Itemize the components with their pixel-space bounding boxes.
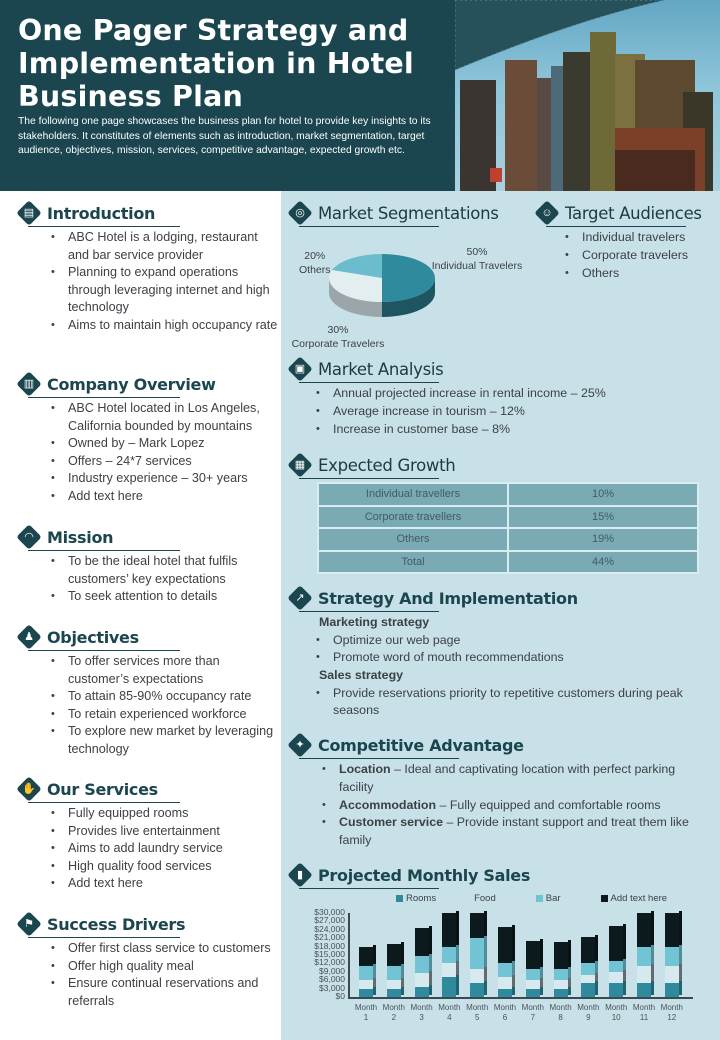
table-cell-value: 44% (508, 551, 698, 574)
section-title: Success Drivers (47, 914, 186, 934)
bar-segment-food (498, 977, 512, 988)
bar-segment-bar (359, 966, 373, 980)
projected-sales-section (287, 863, 717, 887)
bar-segment-rooms (526, 989, 540, 997)
bar-segment-bar (442, 947, 456, 964)
bar-segment-food (609, 972, 623, 983)
presentation-icon: ▤ (16, 200, 42, 226)
bar-segment-add-text-here (387, 944, 401, 966)
target-audiences-section (534, 201, 720, 282)
bar-chart-icon: ▮ (287, 862, 313, 888)
list-item: • Others (562, 265, 720, 283)
bar-segment-rooms (498, 989, 512, 997)
bar-segment-rooms (470, 983, 484, 997)
market-segmentation-pie-chart (287, 241, 537, 356)
section-title: Company Overview (47, 374, 216, 394)
right-column (281, 191, 720, 1040)
list-item: • Planning to expand operations through leveraging internet and high technology (48, 264, 281, 317)
list-item: • Corporate travelers (562, 247, 720, 265)
list-item: • Add text here (48, 488, 281, 506)
market-analysis-section (287, 357, 717, 438)
bar-segment-bar (387, 966, 401, 980)
bar-segment-add-text-here (637, 913, 651, 947)
bar-segment-food (554, 980, 568, 988)
company-overview-section (16, 372, 281, 506)
list-item: • Offer first class service to customers (48, 940, 281, 958)
section-title: Target Audiences (565, 203, 702, 223)
y-tick-label: $24,000 (314, 923, 345, 934)
bar-segment-food (581, 975, 595, 983)
bar-segment-add-text-here (581, 937, 595, 964)
mountain-target-icon: ◠ (16, 524, 42, 550)
y-tick-label: $9,000 (319, 965, 345, 976)
section-title: Introduction (47, 203, 156, 223)
y-tick-label: $30,000 (314, 907, 345, 917)
bar-segment-add-text-here (470, 913, 484, 938)
y-tick-label: $6,000 (319, 974, 345, 985)
bar-segment-food (387, 980, 401, 988)
bar-segment-add-text-here (498, 927, 512, 963)
bar-segment-add-text-here (609, 926, 623, 961)
list-item: • Provides live entertainment (48, 823, 281, 841)
pie-label-others: 20% Others (299, 250, 331, 276)
y-tick-label: $12,000 (314, 957, 345, 968)
bar-segment-add-text-here (359, 947, 373, 967)
y-tick-label: $15,000 (314, 949, 345, 959)
bar-segment-food (359, 980, 373, 988)
chart-growth-icon: ↗ (287, 585, 313, 611)
section-title: Objectives (47, 627, 139, 647)
list-item: • Customer service – Provide instant support and treat them like family (319, 814, 699, 850)
bar-segment-rooms (442, 977, 456, 997)
projected-monthly-sales-chart (281, 891, 720, 1040)
strategy-section (287, 586, 717, 720)
bar-segment-add-text-here (526, 941, 540, 969)
list-item: • Promote word of mouth recommendations (313, 649, 717, 667)
expected-growth-table (317, 482, 699, 574)
bar-segment-rooms (665, 983, 679, 997)
bar-segment-food (637, 966, 651, 983)
marketing-strategy-label: Marketing strategy (319, 615, 430, 629)
list-item: • Owned by – Mark Lopez (48, 435, 281, 453)
handshake-icon: ✦ (287, 732, 313, 758)
legend-item-add-text: Add text here (601, 893, 668, 904)
person-goal-icon: ♟ (16, 624, 42, 650)
bar-segment-rooms (387, 989, 401, 997)
bar-segment-bar (526, 969, 540, 980)
table-row (318, 528, 698, 551)
bar-segment-rooms (637, 983, 651, 997)
introduction-section (16, 201, 281, 335)
bar-segment-bar (609, 961, 623, 972)
group-icon: ☺ (534, 200, 560, 226)
list-item: • Fully equipped rooms (48, 805, 281, 823)
table-cell-label: Individual travellers (318, 483, 508, 506)
bar-segment-food (415, 973, 429, 987)
document-search-icon: ▥ (16, 371, 42, 397)
x-tick-label: Month 10 (605, 1003, 628, 1022)
bar-segment-bar (637, 947, 651, 967)
left-column (0, 191, 281, 1040)
list-item: • Average increase in tourism – 12% (313, 403, 717, 421)
y-tick-label: $27,000 (314, 915, 345, 926)
x-tick-label: Month 2 (382, 1003, 405, 1022)
bar-segment-add-text-here (665, 913, 679, 947)
x-tick-label: Month 3 (410, 1003, 433, 1022)
bar-segment-bar (470, 938, 484, 969)
bar-segment-bar (581, 963, 595, 974)
list-item: • Accommodation – Fully equipped and comfortable rooms (319, 797, 699, 815)
table-cell-label: Others (318, 528, 508, 551)
success-drivers-section (16, 912, 281, 1010)
section-title: Our Services (47, 779, 158, 799)
bar-segment-food (470, 969, 484, 983)
list-item: • Industry experience – 30+ years (48, 470, 281, 488)
bar-segment-add-text-here (415, 928, 429, 956)
bar-segment-rooms (359, 989, 373, 997)
expected-growth-section (287, 453, 717, 477)
bar-segment-rooms (609, 983, 623, 997)
list-item: • To seek attention to details (48, 588, 281, 606)
list-item: • Offers – 24*7 services (48, 453, 281, 471)
bar-segment-bar (498, 963, 512, 977)
bar-segment-food (526, 980, 540, 988)
city-hotel-skyline-photo (455, 0, 720, 191)
list-item: • To attain 85-90% occupancy rate (48, 688, 281, 706)
bar-segment-rooms (415, 987, 429, 997)
x-tick-label: Month 7 (521, 1003, 544, 1022)
title-line-2: Implementation in Hotel (18, 47, 414, 80)
bar-segment-rooms (581, 983, 595, 997)
list-item: • Optimize our web page (313, 632, 717, 650)
x-tick-label: Month 12 (660, 1003, 683, 1022)
list-item: • ABC Hotel located in Los Angeles, California bounded by mountains (48, 400, 281, 435)
podium-trophy-icon: ⚑ (16, 911, 42, 937)
table-cell-label: Total (318, 551, 508, 574)
pie-label-individual: 50% Individual Travelers (431, 246, 523, 272)
competitive-advantage-section (287, 733, 717, 850)
table-row (318, 483, 698, 506)
table-cell-label: Corporate travellers (318, 506, 508, 529)
section-title: Projected Monthly Sales (318, 865, 531, 885)
list-item: • Aims to maintain high occupancy rate (48, 317, 281, 335)
list-item: • Individual travelers (562, 229, 720, 247)
title-line-1: One Pager Strategy and (18, 14, 409, 47)
bar-segment-add-text-here (442, 913, 456, 947)
y-tick-label: $0 (335, 991, 345, 1001)
list-item: • Ensure continual reservations and referrals (48, 975, 281, 1010)
page-title (18, 14, 448, 113)
section-title: Market Analysis (318, 359, 444, 379)
table-cell-value: 10% (508, 483, 698, 506)
title-line-3: Business Plan (18, 80, 243, 113)
table-cell-value: 19% (508, 528, 698, 551)
growth-board-icon: ▦ (287, 452, 313, 478)
bar-segment-bar (554, 969, 568, 980)
list-item: • Provide reservations priority to repetitive customers during peak seasons (313, 685, 713, 721)
table-row (318, 551, 698, 574)
bar-series (281, 891, 720, 1040)
section-title: Competitive Advantage (318, 735, 524, 755)
segment-target-icon: ◎ (287, 200, 313, 226)
list-item: • ABC Hotel is a lodging, restaurant and bar service provider (48, 229, 281, 264)
pie-label-corporate: 30% Corporate Travelers (291, 324, 385, 350)
x-tick-label: Month 8 (549, 1003, 572, 1022)
y-tick-label: $3,000 (319, 982, 345, 993)
sales-strategy-label: Sales strategy (319, 668, 404, 683)
x-tick-label: Month 9 (577, 1003, 600, 1022)
bar-segment-food (665, 966, 679, 983)
bar-segment-bar (665, 947, 679, 967)
list-item: • Increase in customer base – 8% (313, 421, 717, 439)
list-item: • High quality food services (48, 858, 281, 876)
list-item: • To explore new market by leveraging technology (48, 723, 281, 758)
hand-service-icon: ✋ (16, 776, 42, 802)
x-tick-label: Month 4 (438, 1003, 461, 1022)
legend-item-bar: Bar (536, 893, 561, 904)
analysis-report-icon: ▣ (287, 356, 313, 382)
mission-section (16, 525, 281, 606)
bar-segment-bar (415, 956, 429, 973)
page-subtitle: The following one page showcases the business plan for hotel to provide key insights to its stakeholders. It constitutes of elements such as introduction, market segmentation, target audience, objectives, mission, services, competitive advantage, expected growth etc. (18, 116, 431, 156)
x-tick-label: Month 5 (466, 1003, 489, 1022)
legend-item-rooms: Rooms (396, 893, 436, 904)
y-tick-label: $21,000 (314, 932, 345, 943)
x-tick-label: Month 11 (632, 1003, 656, 1022)
objectives-section (16, 625, 281, 759)
x-tick-label: Month 1 (354, 1003, 378, 1022)
section-title: Market Segmentations (318, 203, 499, 223)
bar-segment-rooms (554, 989, 568, 997)
section-title: Expected Growth (318, 455, 456, 475)
list-item: • Offer high quality meal (48, 958, 281, 976)
section-title: Mission (47, 527, 114, 547)
our-services-section (16, 777, 281, 893)
section-title: Strategy And Implementation (318, 588, 578, 608)
list-item: • Add text here (48, 875, 281, 893)
list-item: • Aims to add laundry service (48, 840, 281, 858)
table-cell-value: 15% (508, 506, 698, 529)
y-tick-label: $18,000 (314, 940, 345, 951)
list-item: • To retain experienced workforce (48, 706, 281, 724)
list-item: • To be the ideal hotel that fulfils customers’ key expectations (48, 553, 281, 588)
list-item: • Annual projected increase in rental income – 25% (313, 385, 717, 403)
table-row (318, 506, 698, 529)
market-segmentations-section (287, 201, 537, 356)
bar-segment-food (442, 963, 456, 977)
legend-item-food: Food (474, 893, 496, 904)
list-item: • Location – Ideal and captivating location with perfect parking facility (319, 761, 699, 797)
x-tick-label: Month 6 (493, 1003, 517, 1022)
bar-segment-add-text-here (554, 942, 568, 969)
list-item: • To offer services more than customer’s expectations (48, 653, 281, 688)
